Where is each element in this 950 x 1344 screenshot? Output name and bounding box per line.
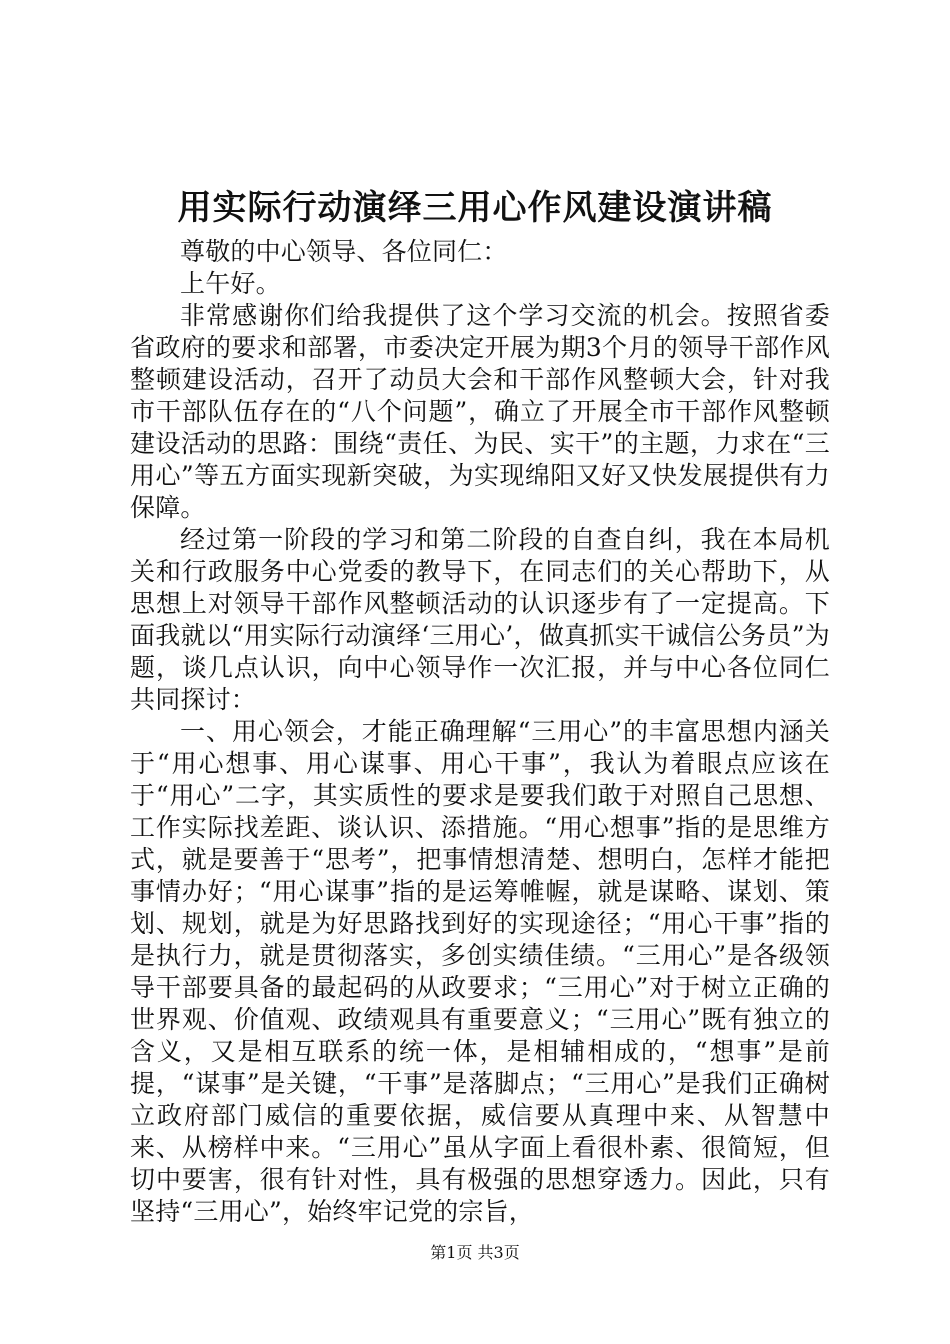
document-body — [130, 236, 830, 1228]
document-title: 用实际行动演绎三用心作风建设演讲稿 — [177, 188, 773, 228]
paragraph-greeting: 上午好。 — [180, 269, 281, 298]
paragraph-intro: 非常感谢你们给我提供了这个学习交流的机会。按照省委省政府的要求和部署，市委决定开展为期3个月的领导干部作风整顿建设活动，召开了动员大会和干部作风整顿大会，针对我市干部队伍存在的“八个问题”，确立了开展全市干部作风整顿建设活动的思路：围绕“责任、为民、实干”的主题，力求在“三用心”等五方面实现新突破，为实现绵阳又好又快发展提供有力保障。 — [130, 301, 830, 522]
page-number-footer: 第1页 共3页 — [430, 1243, 520, 1262]
paragraph-salutation: 尊敬的中心领导、各位同仁： — [180, 237, 508, 266]
paragraph-section-one: 一、用心领会，才能正确理解“三用心”的丰富思想内涵关于“用心想事、用心谋事、用心干事”，我认为着眼点应该在于“用心”二字，其实质性的要求是要我们敢于对照自己思想、工作实际找差距、谈认识、添措施。“用心想事”指的是思维方式，就是要善于“思考”，把事情想清楚、想明白，怎样才能把事情办好；“用心谋事”指的是运筹帷幄，就是谋略、谋划、策划、规划，就是为好思路找到好的实现途径；“用心干事”指的是执行力，就是贯彻落实，多创实绩佳绩。“三用心”是各级领导干部要具备的最起码的从政要求；“三用心”对于树立正确的世界观、价值观、政绩观具有重要意义；“三用心”既有独立的含义，又是相互联系的统一体，是相辅相成的，“想事”是前提，“谋事”是关键，“干事”是落脚点；“三用心”是我们正确树立政府部门威信的重要依据，威信要从真理中来、从智慧中来、从榜样中来。“三用心”虽从字面上看很朴素、很简短，但切中要害，很有针对性，具有极强的思想穿透力。因此，只有坚持“三用心”，始终牢记党的宗旨， — [130, 717, 830, 1226]
paragraph-topic: 经过第一阶段的学习和第二阶段的自查自纠，我在本局机关和行政服务中心党委的教导下，在同志们的关心帮助下，从思想上对领导干部作风整顿活动的认识逐步有了一定提高。下面我就以“用实际行动演绎‘三用心’，做真抓实干诚信公务员”为题，谈几点认识，向中心领导作一次汇报，并与中心各位同仁共同探讨： — [130, 525, 830, 714]
